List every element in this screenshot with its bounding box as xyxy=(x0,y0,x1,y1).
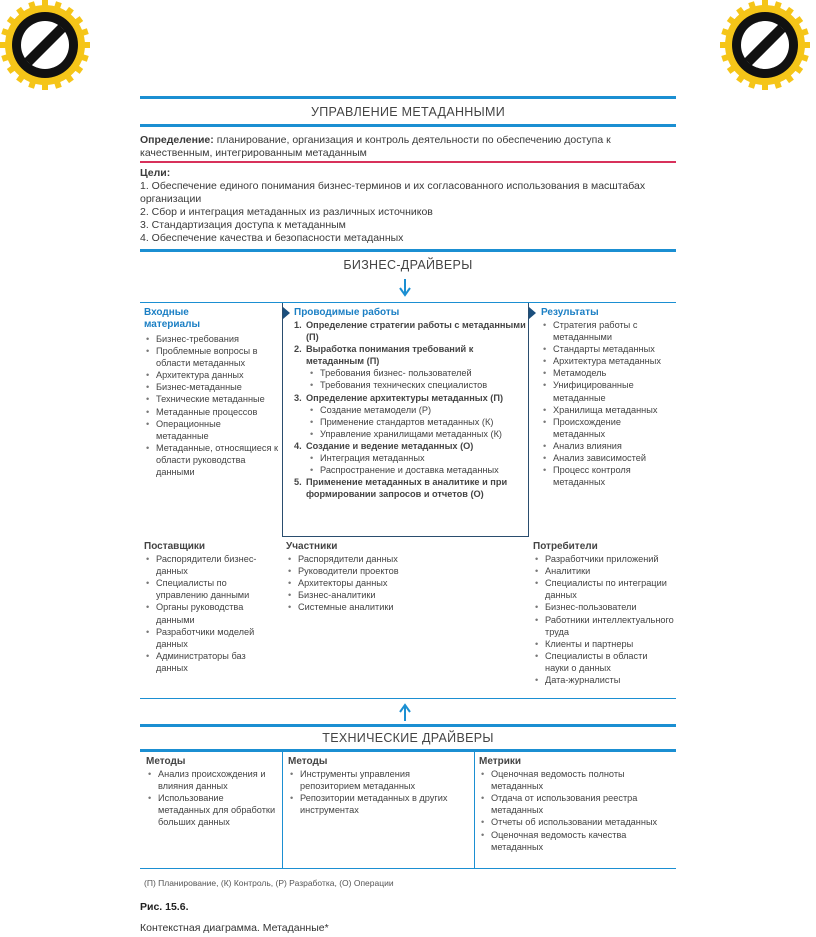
participant-item: • Руководители проектов xyxy=(286,565,522,577)
result-item: • Архитектура метаданных xyxy=(541,355,675,367)
result-item: • Хранилища метаданных xyxy=(541,404,675,416)
header-top-rule xyxy=(140,96,676,99)
header-bottom-rule xyxy=(140,124,676,127)
metric-item: • Отдача от использования реестра метаданных xyxy=(479,792,661,816)
input-item: • Проблемные вопросы в области метаданных xyxy=(144,345,264,369)
supplier-item: • Распорядители бизнес-данных xyxy=(144,553,266,577)
participant-item: • Распорядители данных xyxy=(286,553,522,565)
no-sign-logo-left xyxy=(0,0,90,90)
consumer-item: • Специалисты по интеграции данных xyxy=(533,577,675,601)
tech-bottom-rule xyxy=(140,868,676,869)
result-item: • Происхождение метаданных xyxy=(541,416,675,440)
goal-item: 3. Стандартизация доступа к метаданным xyxy=(140,219,346,231)
activity-subitem: • Применение стандартов метаданных (К) xyxy=(308,416,526,428)
activities-right-border xyxy=(528,303,529,537)
activity-subitem: • Требования бизнес- пользователей xyxy=(308,367,526,379)
activity-item: 5. Применение метаданных в аналитике и при формировании запросов и отчетов (О) xyxy=(294,477,508,500)
figure-caption: Контекстная диаграмма. Метаданные* xyxy=(140,922,329,934)
business-drivers-title: БИЗНЕС-ДРАЙВЕРЫ xyxy=(343,258,473,272)
goals-label: Цели: xyxy=(140,167,171,179)
metric-item: • Оценочная ведомость полноты метаданных xyxy=(479,768,661,792)
consumer-item: • Специалисты в области науки о данных xyxy=(533,650,673,674)
activities-bottom-rule xyxy=(282,536,529,537)
supplier-item: • Органы руководства данными xyxy=(144,601,272,625)
inputs-column xyxy=(144,307,278,478)
input-item: • Бизнес-метаданные xyxy=(144,381,278,393)
consumer-item: • Дата-журналисты xyxy=(533,674,676,686)
definition-rule xyxy=(140,161,676,163)
arrow-up-icon xyxy=(398,702,412,722)
activity-item: 1. Определение стратегии работы с метаданными (П) xyxy=(294,320,526,343)
arrow-down-icon xyxy=(398,278,412,298)
tech-drivers-title: ТЕХНИЧЕСКИЕ ДРАЙВЕРЫ xyxy=(322,731,494,745)
activity-subitem: • Распространение и доставка метаданных xyxy=(308,464,526,476)
definition-text: планирование, организация и контроль деятельности по обеспечению доступа к качественным, интегрированным метаданным xyxy=(140,134,611,159)
result-item: • Анализ зависимостей xyxy=(541,452,675,464)
methods1-column xyxy=(146,756,278,829)
activity-subitem: • Интеграция метаданных xyxy=(308,452,526,464)
consumers-title: Потребители xyxy=(533,541,598,552)
activities-left-border xyxy=(282,303,283,537)
methods2-column xyxy=(288,756,470,816)
participant-item: • Системные аналитики xyxy=(286,601,522,613)
result-item: • Стандарты метаданных xyxy=(541,343,675,355)
no-sign-logo-right xyxy=(720,0,810,90)
results-column xyxy=(541,307,675,488)
results-title: Результаты xyxy=(541,307,599,318)
metric-item: • Оценочная ведомость качества метаданных xyxy=(479,829,661,853)
definition-label: Определение: xyxy=(140,134,214,146)
activities-marker-icon xyxy=(283,307,290,319)
consumer-item: • Разработчики приложений xyxy=(533,553,676,565)
consumer-item: • Аналитики xyxy=(533,565,676,577)
consumer-item: • Бизнес-пользователи xyxy=(533,601,676,613)
input-item: • Метаданные, относящиеся к области руководства данными xyxy=(144,442,280,478)
definition xyxy=(140,134,676,160)
business-drivers-rule xyxy=(140,249,676,252)
participant-item: • Архитекторы данных xyxy=(286,577,522,589)
goal-item: 2. Сбор и интеграция метаданных из различных источников xyxy=(140,206,433,218)
metrics-column xyxy=(479,756,675,853)
activity-subitem: • Управление хранилищами метаданных (К) xyxy=(308,428,526,440)
activity-item: 2. Выработка понимания требований к метаданным (П) • Требования бизнес- пользователей • Требования технических специалистов xyxy=(294,343,526,391)
tech-title-top-rule xyxy=(140,724,676,727)
goal-item: 4. Обеспечение качества и безопасности метаданных xyxy=(140,232,404,244)
result-item: • Анализ влияния xyxy=(541,440,675,452)
supplier-item: • Администраторы баз данных xyxy=(144,650,272,674)
goals xyxy=(140,167,676,245)
result-item: • Метамодель xyxy=(541,367,675,379)
goal-item: 1. Обеспечение единого понимания бизнес-терминов и их согласованного использования в масштабах организации xyxy=(140,180,646,205)
input-item: • Бизнес-требования xyxy=(144,333,278,345)
diagram-title: УПРАВЛЕНИЕ МЕТАДАННЫМИ xyxy=(311,105,505,119)
result-item: • Унифицированные метаданные xyxy=(541,379,675,403)
results-marker-icon xyxy=(529,307,536,319)
activities-title: Проводимые работы xyxy=(294,307,400,318)
participants-column xyxy=(286,541,522,614)
result-item: • Процесс контроля метаданных xyxy=(541,464,675,488)
method2-item: • Репозитории метаданных в других инструментах xyxy=(288,792,470,816)
input-item: • Технические метаданные xyxy=(144,393,278,405)
suppliers-title: Поставщики xyxy=(144,541,206,552)
consumer-item: • Работники интеллектуального труда xyxy=(533,614,675,638)
io-top-rule xyxy=(140,302,676,303)
figure-number: Рис. 15.6. xyxy=(140,901,189,913)
supplier-item: • Разработчики моделей данных xyxy=(144,626,284,650)
activity-subitem: • Создание метамодели (Р) xyxy=(308,404,526,416)
input-item: • Архитектура данных xyxy=(144,369,278,381)
tech-top-rule xyxy=(140,698,676,699)
result-item: • Стратегия работы с метаданными xyxy=(541,319,675,343)
metric-item: • Отчеты об использовании метаданных xyxy=(479,816,675,828)
participants-title: Участники xyxy=(286,541,338,552)
input-item: • Операционные метаданные xyxy=(144,418,268,442)
input-item: • Метаданные процессов xyxy=(144,406,278,418)
activity-subitem: • Требования технических специалистов xyxy=(308,379,526,391)
inputs-title: Входные материалы xyxy=(144,307,200,330)
suppliers-column xyxy=(144,541,276,674)
participant-item: • Бизнес-аналитики xyxy=(286,589,522,601)
supplier-item: • Специалисты по управлению данными xyxy=(144,577,272,601)
method1-item: • Использование метаданных для обработки больших данных xyxy=(146,792,276,828)
metrics-title: Метрики xyxy=(479,756,522,767)
tech-separator-1 xyxy=(282,752,283,868)
consumers-column xyxy=(533,541,676,686)
method1-item: • Анализ происхождения и влияния данных xyxy=(146,768,278,792)
method2-item: • Инструменты управления репозиторием метаданных xyxy=(288,768,470,792)
methods1-title: Методы xyxy=(146,756,186,767)
legend: (П) Планирование, (К) Контроль, (Р) Разработка, (О) Операции xyxy=(144,878,394,888)
tech-separator-2 xyxy=(474,752,475,868)
activities-column xyxy=(294,307,526,500)
consumer-item: • Клиенты и партнеры xyxy=(533,638,676,650)
methods2-title: Методы xyxy=(288,756,328,767)
activity-item: 4. Создание и ведение метаданных (О) • Интеграция метаданных • Распространение и доставка метаданных xyxy=(294,440,526,476)
tech-title-bottom-rule xyxy=(140,749,676,752)
activity-item: 3. Определение архитектуры метаданных (П) • Создание метамодели (Р) • Применение стандартов метаданных (К) • Управление хранилищами метаданных (К) xyxy=(294,392,526,440)
